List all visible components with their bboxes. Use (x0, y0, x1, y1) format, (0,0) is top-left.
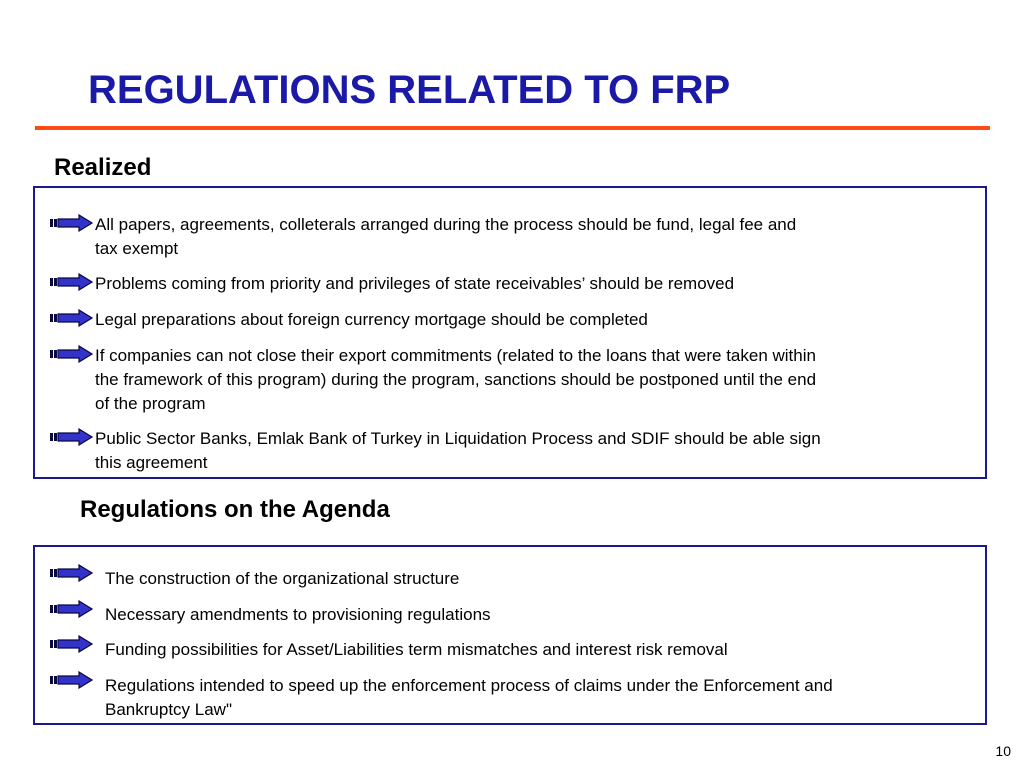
agenda-box (33, 545, 987, 725)
right-arrow-icon (49, 345, 93, 363)
item-line: Bankruptcy Law" (105, 700, 232, 719)
item-line: Funding possibilities for Asset/Liabilities term mismatches and interest risk removal (105, 640, 728, 659)
slide-title: REGULATIONS RELATED TO FRP (88, 68, 731, 112)
right-arrow-icon (49, 564, 93, 582)
right-arrow-icon (49, 428, 93, 446)
item-line: If companies can not close their export commitments (related to the loans that were taken within (95, 346, 816, 365)
right-arrow-icon (49, 671, 93, 689)
item-line: The construction of the organizational structure (105, 569, 460, 588)
item-line: Problems coming from priority and privileges of state receivables’ should be removed (95, 274, 735, 293)
realized-heading: Realized (54, 154, 152, 181)
realized-box (33, 186, 987, 479)
item-line: of the program (95, 394, 206, 413)
page-number: 10 (995, 743, 1011, 759)
right-arrow-icon (49, 214, 93, 232)
right-arrow-icon (49, 635, 93, 653)
item-line: tax exempt (95, 239, 179, 258)
item-line: the framework of this program) during the program, sanctions should be postponed until the end (95, 370, 817, 389)
right-arrow-icon (49, 309, 93, 327)
item-line: this agreement (95, 453, 208, 472)
item-line: Necessary amendments to provisioning regulations (105, 605, 491, 624)
item-line: Legal preparations about foreign currency mortgage should be completed (95, 310, 648, 329)
right-arrow-icon (49, 600, 93, 618)
item-line: All papers, agreements, colleterals arranged during the process should be fund, legal fee and (95, 215, 797, 234)
right-arrow-icon (49, 273, 93, 291)
item-line: Public Sector Banks, Emlak Bank of Turkey in Liquidation Process and SDIF should be able sign (95, 429, 821, 448)
agenda-heading: Regulations on the Agenda (80, 496, 390, 523)
title-underline (35, 126, 990, 130)
item-line: Regulations intended to speed up the enforcement process of claims under the Enforcement and (105, 676, 833, 695)
